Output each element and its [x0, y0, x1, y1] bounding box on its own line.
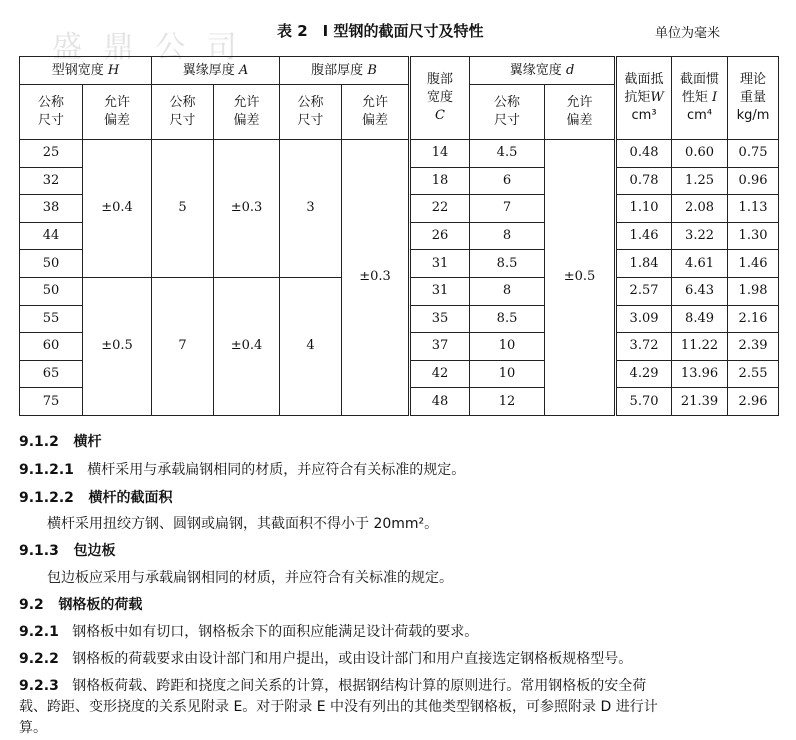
- section-9-1-2-2-text: 横杆采用扭绞方钢、圆钢或扁钢，其截面积不得小于 20mm²。: [47, 516, 439, 532]
- cell-m: 2.39: [728, 333, 779, 361]
- cell-c: 31: [410, 277, 470, 305]
- cell-d: 10: [470, 333, 545, 361]
- table-row: [20, 140, 779, 168]
- cell-w: 0.48: [616, 140, 672, 168]
- cell-m: 1.13: [728, 195, 779, 223]
- section-9-1-3-text: 包边板应采用与承载扁钢相同的材质，并应符合有关标准的规定。: [47, 570, 453, 586]
- cell-b-nominal: 4: [280, 277, 342, 415]
- table-title: 表 2 I 型钢的截面尺寸及特性: [277, 22, 484, 40]
- cell-h: 32: [20, 167, 83, 195]
- cell-i: 2.08: [672, 195, 728, 223]
- cell-d: 8: [470, 277, 545, 305]
- header-a: 翼缘厚度 A: [152, 57, 280, 85]
- cell-c: 14: [410, 140, 470, 168]
- cell-w: 5.70: [616, 388, 672, 416]
- cell-d: 10: [470, 360, 545, 388]
- cell-w: 1.10: [616, 195, 672, 223]
- cell-c: 42: [410, 360, 470, 388]
- cell-d: 4.5: [470, 140, 545, 168]
- header-m: 理论 重量 kg/m: [728, 57, 779, 140]
- cell-a-nominal: 7: [152, 277, 214, 415]
- cell-m: 1.98: [728, 277, 779, 305]
- cell-m: 0.75: [728, 140, 779, 168]
- section-9-2-3: 9.2.3 钢格板荷载、跨距和挠度之间关系的计算，根据钢结构计算的原则进行。常用钢格板的安全荷 载、跨距、变形挠度的关系见附录 E。对于附录 E 中没有列出的其他类型钢格板，可参照附录 D 进行计 算。: [19, 678, 658, 736]
- watermark: 盛 鼎 公 司: [52, 30, 243, 65]
- header-b-tolerance: 允许 偏差: [342, 85, 410, 140]
- section-9-2-1: 9.2.1 钢格板中如有切口，钢格板余下的面积应能满足设计荷载的要求。: [19, 624, 479, 640]
- cell-c: 26: [410, 222, 470, 250]
- header-c: 腹部 宽度 C: [410, 57, 470, 140]
- cell-c: 35: [410, 305, 470, 333]
- header-d-tolerance: 允许 偏差: [545, 85, 616, 140]
- cell-d: 12: [470, 388, 545, 416]
- cell-h: 55: [20, 305, 83, 333]
- header-b-nominal: 公称 尺寸: [280, 85, 342, 140]
- cell-i: 11.22: [672, 333, 728, 361]
- cell-i: 21.39: [672, 388, 728, 416]
- cell-m: 2.16: [728, 305, 779, 333]
- cell-c: 18: [410, 167, 470, 195]
- cell-w: 3.72: [616, 333, 672, 361]
- cell-h-tolerance: ±0.5: [83, 277, 152, 415]
- section-9-1-2-2-heading: 9.1.2.2 横杆的截面积: [19, 490, 173, 506]
- header-h-nominal: 公称 尺寸: [20, 85, 83, 140]
- header-d: 翼缘宽度 d: [470, 57, 616, 85]
- cell-c: 22: [410, 195, 470, 223]
- cell-m: 2.55: [728, 360, 779, 388]
- header-i: 截面惯 性矩 I cm⁴: [672, 57, 728, 140]
- cell-i: 4.61: [672, 250, 728, 278]
- i-beam-spec-table: [19, 56, 779, 416]
- cell-m: 0.96: [728, 167, 779, 195]
- header-a-nominal: 公称 尺寸: [152, 85, 214, 140]
- cell-i: 0.60: [672, 140, 728, 168]
- header-h-tolerance: 允许 偏差: [83, 85, 152, 140]
- section-9-2-heading: 9.2 钢格板的荷载: [19, 597, 143, 613]
- cell-a-tolerance: ±0.4: [214, 277, 280, 415]
- cell-d: 8.5: [470, 305, 545, 333]
- header-a-tolerance: 允许 偏差: [214, 85, 280, 140]
- cell-b-tolerance: ±0.3: [342, 140, 410, 416]
- cell-b-nominal: 3: [280, 140, 342, 278]
- cell-h: 50: [20, 250, 83, 278]
- cell-h: 44: [20, 222, 83, 250]
- cell-h: 75: [20, 388, 83, 416]
- header-b: 腹部厚度 B: [280, 57, 410, 85]
- header-row-1: [20, 57, 779, 85]
- cell-a-nominal: 5: [152, 140, 214, 278]
- cell-d: 8.5: [470, 250, 545, 278]
- cell-i: 1.25: [672, 167, 728, 195]
- cell-d-tolerance: ±0.5: [545, 140, 616, 416]
- section-9-2-2: 9.2.2 钢格板的荷载要求由设计部门和用户提出，或由设计部门和用户直接选定钢格板规格型号。: [19, 651, 633, 667]
- header-d-nominal: 公称 尺寸: [470, 85, 545, 140]
- section-9-1-2-1: 9.1.2.1 横杆采用与承载扁钢相同的材质，并应符合有关标准的规定。: [19, 462, 466, 478]
- cell-w: 3.09: [616, 305, 672, 333]
- cell-i: 3.22: [672, 222, 728, 250]
- cell-a-tolerance: ±0.3: [214, 140, 280, 278]
- cell-i: 6.43: [672, 277, 728, 305]
- header-h: 型钢宽度 H: [20, 57, 152, 85]
- cell-h: 38: [20, 195, 83, 223]
- cell-d: 8: [470, 222, 545, 250]
- cell-m: 1.30: [728, 222, 779, 250]
- cell-i: 8.49: [672, 305, 728, 333]
- cell-i: 13.96: [672, 360, 728, 388]
- cell-w: 0.78: [616, 167, 672, 195]
- cell-d: 6: [470, 167, 545, 195]
- cell-h: 25: [20, 140, 83, 168]
- table-caption: [0, 20, 796, 44]
- cell-d: 7: [470, 195, 545, 223]
- cell-h: 60: [20, 333, 83, 361]
- section-9-1-3-heading: 9.1.3 包边板: [19, 543, 116, 559]
- cell-w: 2.57: [616, 277, 672, 305]
- cell-w: 1.84: [616, 250, 672, 278]
- cell-h-tolerance: ±0.4: [83, 140, 152, 278]
- cell-h: 50: [20, 277, 83, 305]
- section-9-1-2-heading: 9.1.2 横杆: [19, 434, 102, 450]
- cell-c: 37: [410, 333, 470, 361]
- cell-c: 31: [410, 250, 470, 278]
- header-w: 截面抵 抗矩W cm³: [616, 57, 672, 140]
- table-unit: 单位为毫米: [655, 26, 721, 41]
- cell-w: 4.29: [616, 360, 672, 388]
- cell-c: 48: [410, 388, 470, 416]
- cell-m: 2.96: [728, 388, 779, 416]
- cell-h: 65: [20, 360, 83, 388]
- cell-m: 1.46: [728, 250, 779, 278]
- cell-w: 1.46: [616, 222, 672, 250]
